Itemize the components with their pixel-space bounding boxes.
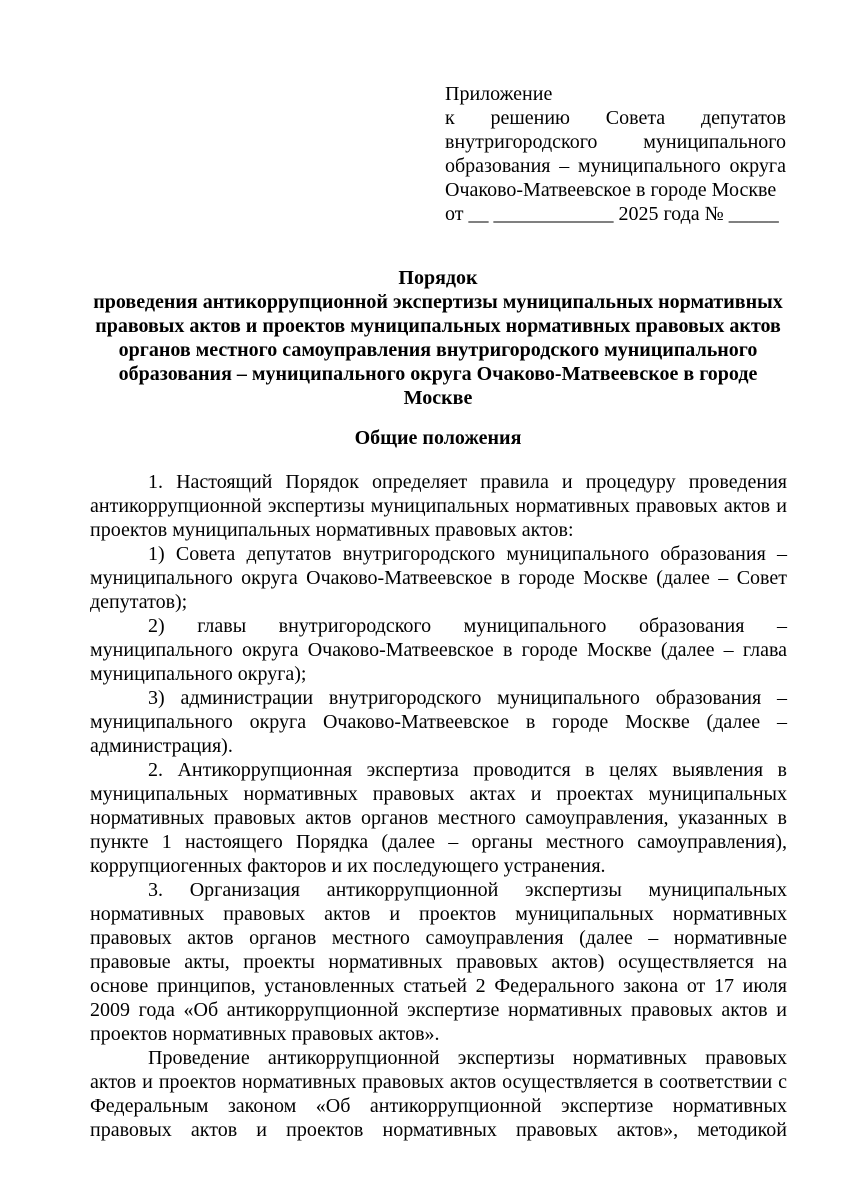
annex-block — [445, 82, 786, 226]
body-line: 2. Антикоррупционная экспертиза проводится в целях выявления в — [148, 759, 787, 781]
body-line: правовых актов органов местного самоуправления (далее – нормативные — [90, 927, 787, 949]
body-line: 3. Организация антикоррупционной экспертизы муниципальных — [148, 879, 787, 901]
body-line: правовые акты, проекты нормативных правовых актов) осуществляется на — [90, 951, 787, 973]
body-line: антикоррупционной экспертизы муниципальных нормативных правовых актов и — [90, 495, 787, 517]
body-line: 2) главы внутригородского муниципального образования – — [148, 615, 787, 637]
annex-line: от __ ____________ 2025 года № _____ — [445, 203, 779, 225]
body-line: муниципального округа Очаково-Матвеевское в городе Москве (далее – глава — [90, 639, 787, 661]
body-line: депутатов); — [90, 591, 188, 613]
body-line: проектов муниципальных нормативных правовых актов: — [90, 519, 574, 541]
body-line: основе принципов, установленных статьей 2 Федерального закона от 17 июля — [90, 975, 787, 997]
annex-line: к решению Совета депутатов — [445, 107, 786, 129]
body-line: 1) Совета депутатов внутригородского муниципального образования – — [148, 543, 787, 565]
body-line: 3) администрации внутригородского муниципального образования – — [148, 687, 787, 709]
title-line: проведения антикоррупционной экспертизы муниципальных нормативных — [93, 291, 783, 313]
annex-line: образования – муниципального округа — [445, 155, 786, 177]
title-line: правовых актов и проектов муниципальных нормативных правовых актов — [95, 315, 781, 337]
body-line: нормативных правовых актов органов местного самоуправления, указанных в — [90, 807, 787, 829]
body-line: муниципального округа Очаково-Матвеевское в городе Москве (далее – Совет — [90, 567, 787, 589]
body-line: 1. Настоящий Порядок определяет правила и процедуру проведения — [148, 471, 787, 493]
body-line: правовых актов и проектов нормативных правовых актов», методикой — [90, 1119, 787, 1141]
body-line: администрация). — [90, 735, 233, 757]
document-body — [90, 470, 787, 1142]
body-line: пункте 1 настоящего Порядка (далее – органы местного самоуправления), — [90, 831, 787, 853]
annex-line: Приложение — [445, 83, 553, 105]
body-line: муниципального округа); — [90, 663, 307, 685]
body-line: Проведение антикоррупционной экспертизы нормативных правовых — [148, 1047, 787, 1069]
body-line: актов и проектов нормативных правовых актов осуществляется в соответствии с — [90, 1071, 787, 1093]
title-line: органов местного самоуправления внутригородского муниципального — [118, 339, 758, 361]
annex-line: Очаково-Матвеевское в городе Москве — [445, 179, 777, 201]
section-heading: Общие положения — [354, 427, 522, 449]
title-line: Москве — [403, 387, 473, 409]
document-title — [88, 266, 788, 410]
title-line: Порядок — [398, 267, 478, 289]
body-line: проектов нормативных правовых актов». — [90, 1023, 440, 1045]
annex-line: внутригородского муниципального — [445, 131, 786, 153]
title-line: образования – муниципального округа Очаково-Матвеевское в городе — [118, 363, 758, 385]
body-line: Федеральным законом «Об антикоррупционной экспертизе нормативных — [90, 1095, 787, 1117]
body-line: муниципального округа Очаково-Матвеевское в городе Москве (далее – — [90, 711, 787, 733]
body-line: нормативных правовых актов и проектов муниципальных нормативных — [90, 903, 787, 925]
body-line: муниципальных нормативных правовых актах и проектах муниципальных — [90, 783, 787, 805]
body-line: 2009 года «Об антикоррупционной экспертизе нормативных правовых актов и — [90, 999, 787, 1021]
body-line: коррупциогенных факторов и их последующего устранения. — [90, 855, 606, 877]
